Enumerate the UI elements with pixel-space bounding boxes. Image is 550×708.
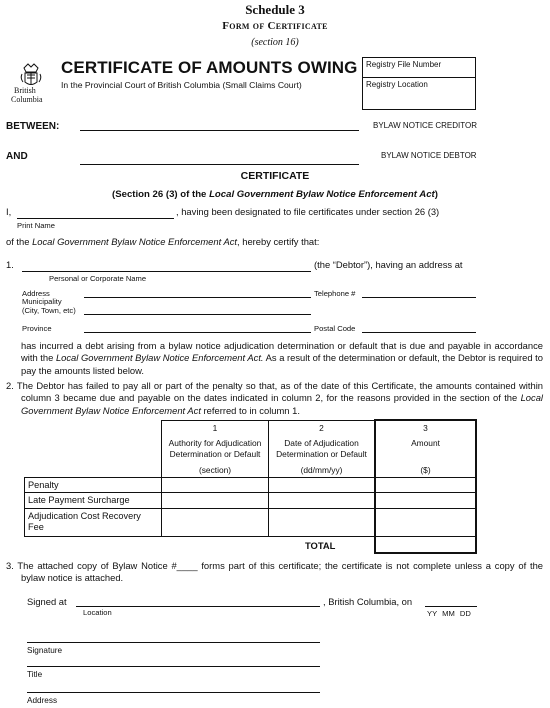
personal-corporate-name-label: Personal or Corporate Name: [49, 274, 147, 283]
certificate-subheading: (Section 26 (3) of the Local Government Bylaw Notice Enforcement Act): [112, 189, 438, 200]
creditor-label: BYLAW NOTICE CREDITOR: [373, 121, 478, 130]
col2-unit: (dd/mm/yy): [300, 465, 343, 475]
total-label: TOTAL: [305, 540, 336, 551]
item3-paragraph: 3. The attached copy of Bylaw Notice #____ forms part of this certificate; the certificate is not complete unless a copy of the bylaw notice is attached.: [6, 560, 543, 584]
telephone-field[interactable]: [362, 297, 476, 298]
item1-paragraph: has incurred a debt arising from a bylaw notice adjudication determination or default that is due and payable in accordance with the Local Government Bylaw Notice Enforcement Act. As a result of the determination or default, the Debtor is required to pay the amounts listed below.: [21, 340, 543, 376]
signed-at-label: Signed at: [27, 596, 67, 607]
province-field[interactable]: [84, 332, 311, 333]
registry-divider: [362, 77, 476, 78]
row-penalty: Penalty: [28, 480, 59, 490]
certificate-heading: CERTIFICATE: [240, 170, 310, 182]
registry-file-number-label[interactable]: Registry File Number: [366, 60, 442, 69]
debtor-name-field[interactable]: [80, 164, 359, 165]
col1-unit: (section): [198, 465, 232, 475]
and-label: AND: [6, 151, 28, 162]
logo-text-british: British: [14, 86, 36, 95]
table-left-border: [24, 477, 25, 537]
item2-paragraph: 2. The Debtor has failed to pay all or part of the penalty so that, as of the date of this Certificate, the amounts contained within column 3 became due and payable on the dates indicated in column 2, for the reasons provided in the section of the Local Government Bylaw Notice Enforcement Act referred to in column 1.: [6, 380, 543, 416]
signed-location-field[interactable]: [76, 606, 320, 607]
address-label: Address: [22, 289, 50, 298]
signature-field[interactable]: [27, 642, 320, 643]
print-name-field[interactable]: [17, 218, 174, 219]
row-adjudication-cost-recovery-fee: Adjudication Cost Recovery Fee: [28, 511, 141, 532]
col1-number: 1: [212, 423, 218, 433]
debtor-personal-name-field[interactable]: [22, 271, 311, 272]
province-label: Province: [22, 324, 52, 333]
row-late-payment-surcharge: Late Payment Surcharge: [28, 495, 130, 505]
municipality-field[interactable]: [84, 314, 311, 315]
col3-heading: Amount: [411, 438, 440, 448]
telephone-label: Telephone #: [314, 289, 356, 298]
court-subtitle: In the Provincial Court of British Columbia (Small Claims Court): [61, 80, 302, 90]
postal-code-field[interactable]: [362, 332, 476, 333]
location-label: Location: [83, 608, 112, 617]
col2-number: 2: [319, 423, 324, 433]
col3-number: 3: [423, 423, 428, 433]
debtor-label: BYLAW NOTICE DEBTOR: [381, 151, 477, 160]
creditor-name-field[interactable]: [80, 130, 359, 131]
item1-number: 1.: [6, 259, 14, 270]
print-name-label: Print Name: [17, 221, 55, 230]
postal-code-label: Postal Code: [314, 324, 356, 333]
page-title: CERTIFICATE OF AMOUNTS OWING: [61, 58, 358, 77]
logo-text-columbia: Columbia: [11, 95, 43, 104]
intro-certify: of the Local Government Bylaw Notice Enforcement Act, hereby certify that:: [6, 236, 320, 247]
date-format-label: YY MM DD: [427, 609, 471, 618]
title-field[interactable]: [27, 666, 320, 667]
address-field[interactable]: [84, 297, 311, 298]
date-field[interactable]: [425, 606, 477, 607]
registry-location-label[interactable]: Registry Location: [366, 80, 428, 89]
british-columbia-on-label: , British Columbia, on: [323, 596, 413, 607]
col2-heading: Date of Adjudication Determination or Default: [276, 438, 367, 459]
between-label: BETWEEN:: [6, 121, 60, 132]
address-signing-label: Address: [27, 696, 58, 705]
section-reference: (section 16): [251, 37, 299, 48]
col3-unit: ($): [420, 465, 431, 475]
address-signing-field[interactable]: [27, 692, 320, 693]
intro-i: I,: [6, 206, 12, 217]
title-label: Title: [27, 670, 43, 679]
schedule-title: Schedule 3: [245, 2, 305, 17]
signature-label: Signature: [27, 646, 63, 655]
intro-designated: , having been designated to file certificates under section 26 (3): [176, 206, 440, 217]
municipality-label: Municipality (City, Town, etc): [22, 297, 76, 315]
form-title: Form of Certificate: [222, 20, 328, 32]
item1-debtor-text: (the “Debtor”), having an address at: [314, 259, 463, 270]
col1-heading: Authority for Adjudication Determination or Default: [168, 438, 262, 459]
